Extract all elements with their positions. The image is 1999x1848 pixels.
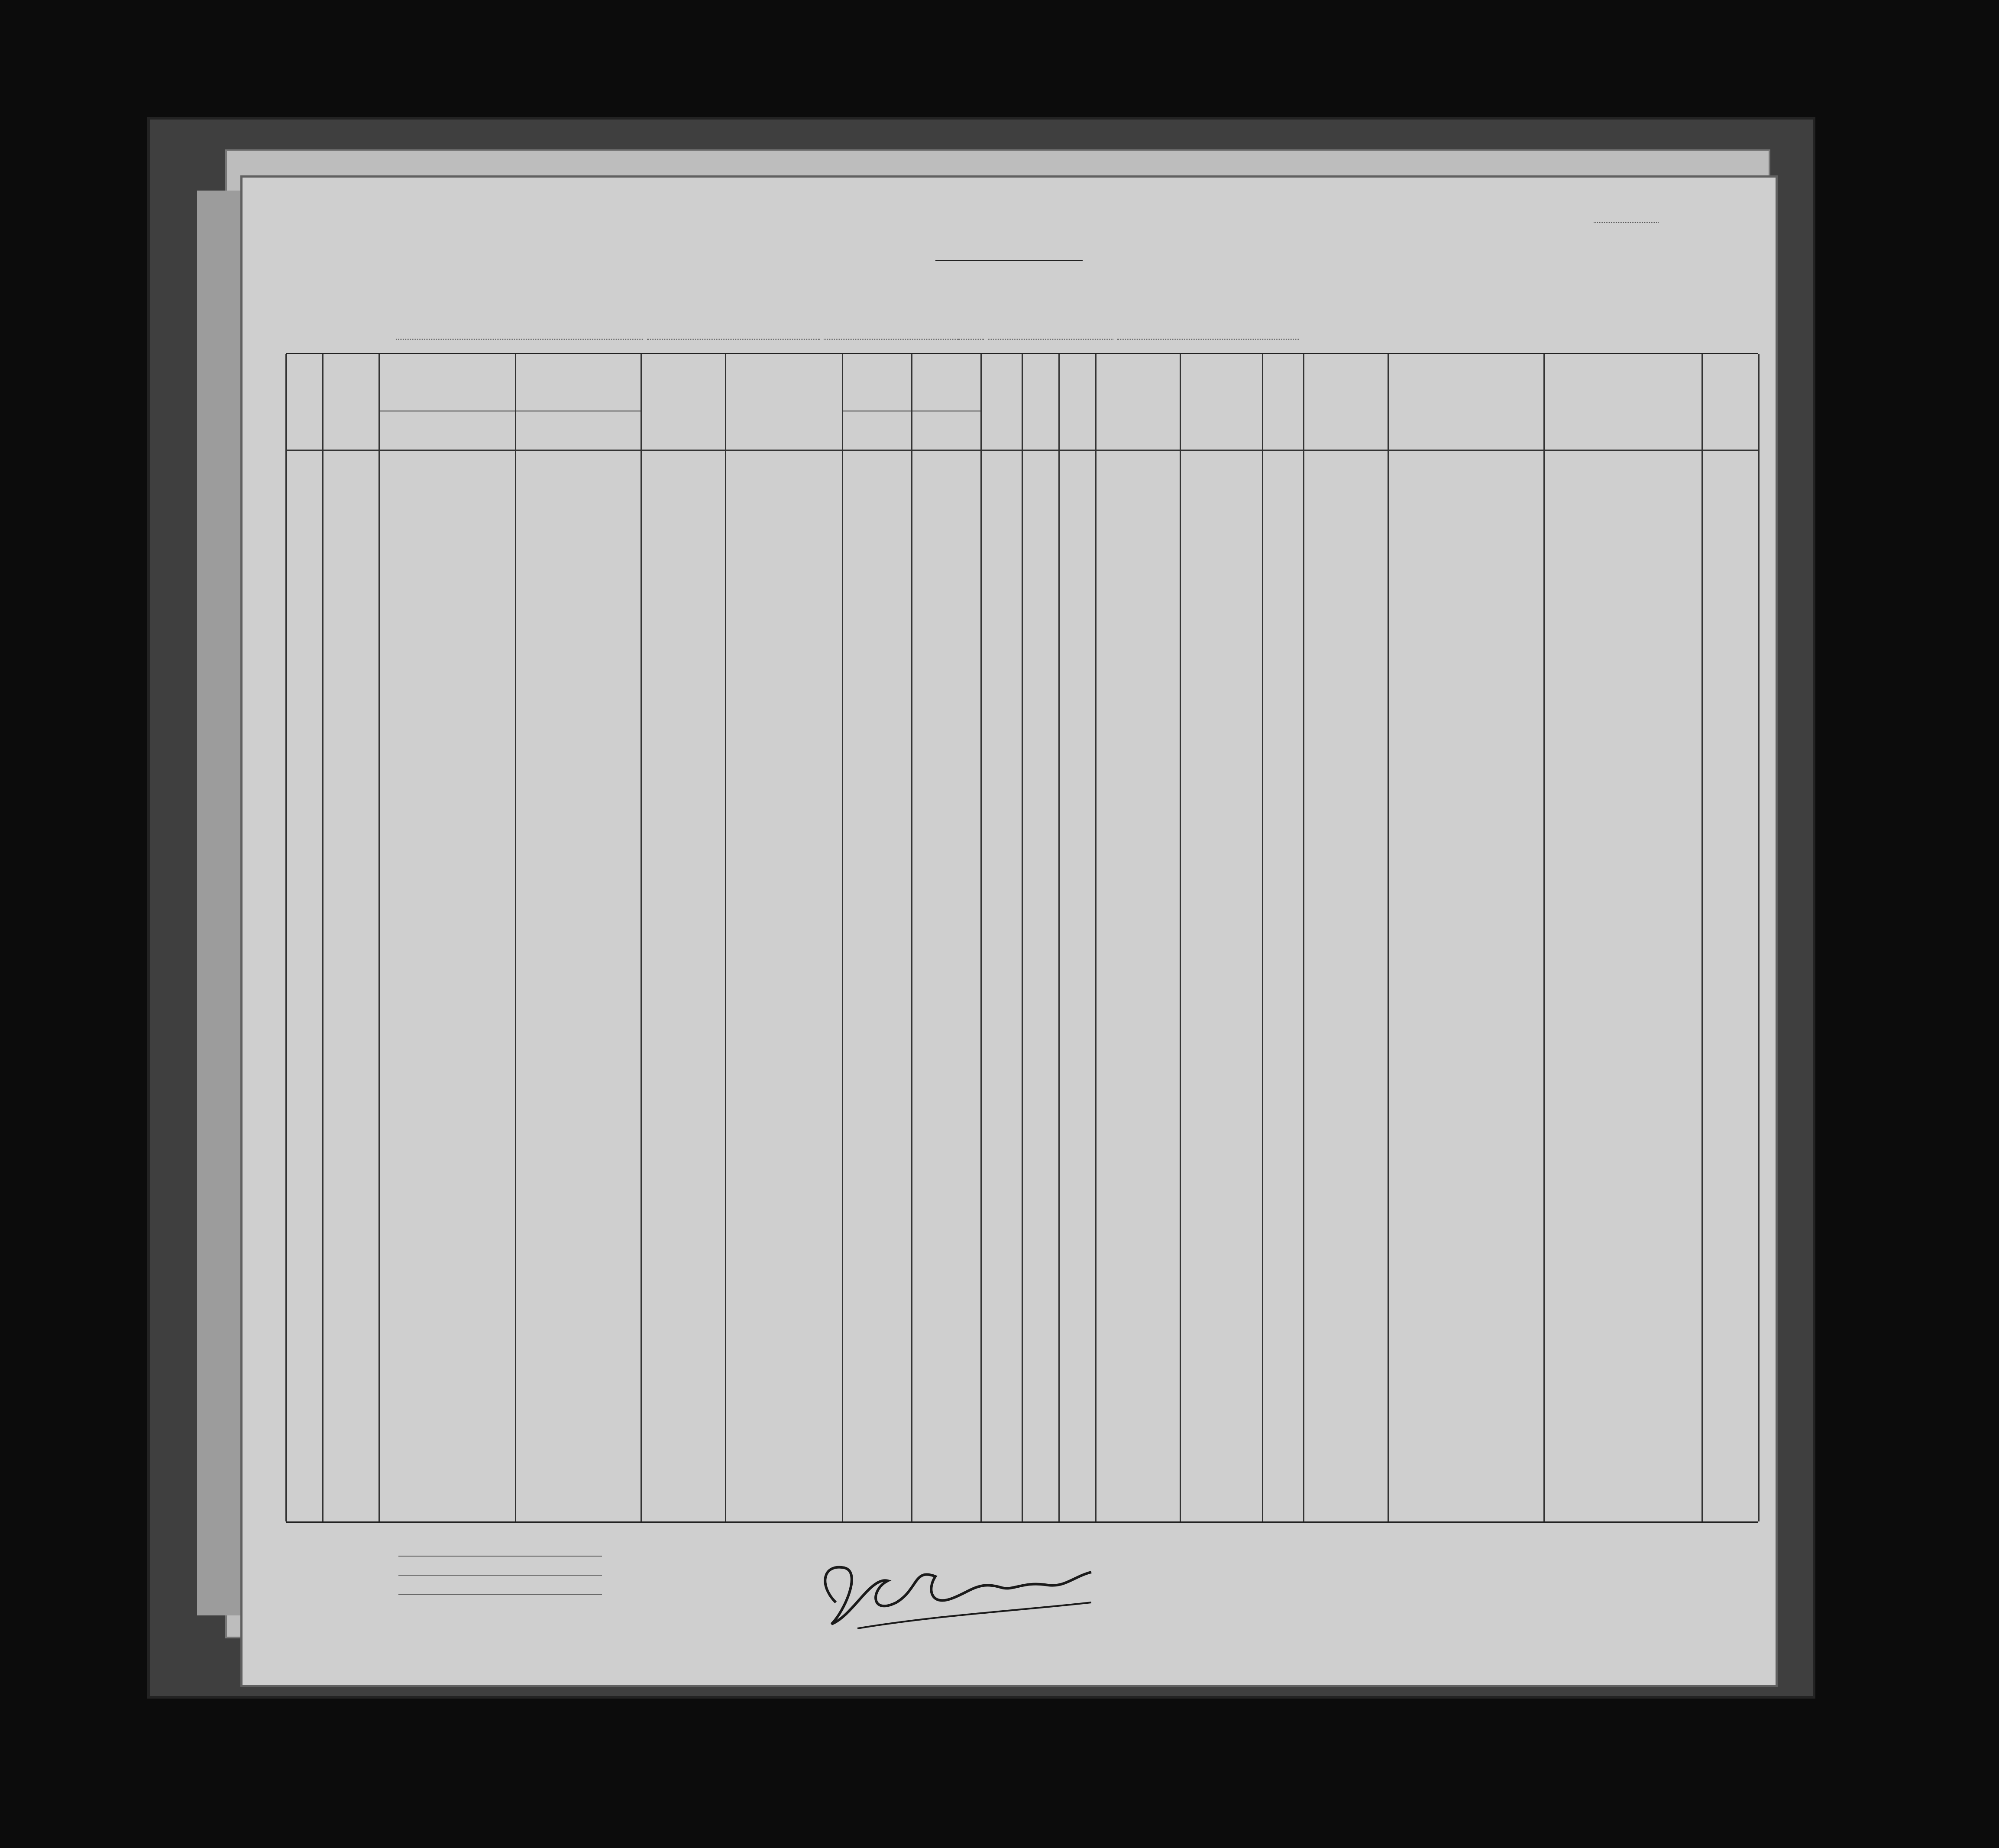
line-value: [398, 1556, 602, 1557]
crew-table: [286, 353, 1758, 1523]
column-rule: [1543, 354, 1545, 1521]
from-port: [988, 339, 1113, 340]
sheet-no-label: [1594, 212, 1659, 226]
column-rule: [640, 354, 642, 1521]
agents-value: [398, 1594, 602, 1595]
column-rule: [1262, 354, 1263, 1521]
header-rule: [286, 450, 1758, 451]
column-rule: [980, 354, 982, 1521]
manifest-sheet: [240, 175, 1778, 1687]
arriving-port: [647, 339, 820, 340]
column-rule: [1180, 354, 1181, 1521]
vessel-name: [396, 339, 643, 340]
column-rule: [322, 354, 323, 1521]
column-rule: [725, 354, 726, 1521]
column-rule: [842, 354, 843, 1521]
via-port: [1117, 339, 1299, 340]
column-rule: [1303, 354, 1304, 1521]
column-rule: [1095, 354, 1097, 1521]
column-rule: [1058, 354, 1060, 1521]
column-rule: [1758, 354, 1760, 1521]
arrival-date: [824, 339, 958, 340]
column-rule: [285, 354, 287, 1521]
column-rule: [378, 354, 380, 1521]
column-rule: [1701, 354, 1703, 1521]
column-rule: [515, 354, 516, 1521]
vessel-row: [396, 327, 1299, 343]
column-rule: [1022, 354, 1023, 1521]
title-rule: [935, 260, 1083, 261]
inspector-signature: [805, 1550, 1100, 1633]
column-rule: [1388, 354, 1389, 1521]
owners-value: [398, 1575, 602, 1576]
column-rule: [911, 354, 912, 1521]
